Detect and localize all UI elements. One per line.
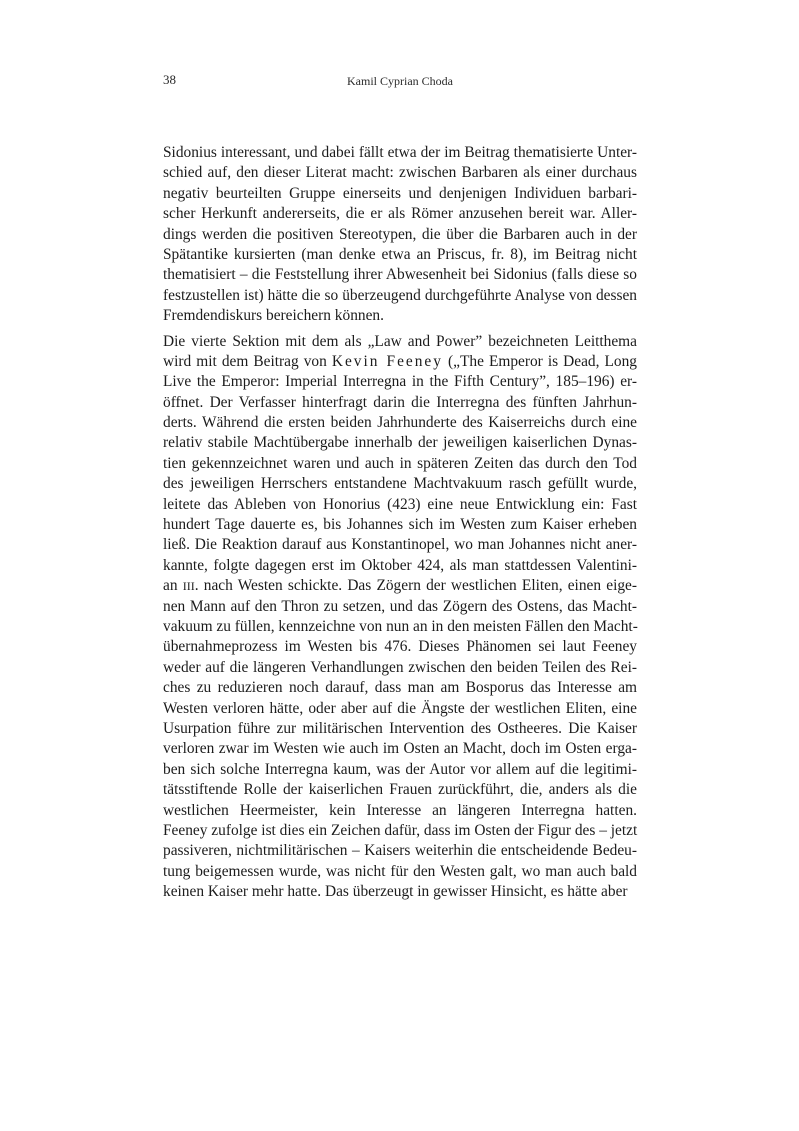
text-line: derts. Während die ersten beiden Jahrhunderte des Kaiserreichs durch eine	[163, 414, 637, 432]
text-line	[163, 352, 637, 372]
text-line: verloren zwar im Westen wie auch im Osten an Macht, doch im Osten erga-	[163, 740, 637, 758]
text-line: relativ stabile Machtübergabe innerhalb der jeweiligen kaiserlichen Dynas-	[163, 434, 637, 452]
text-segment: wird mit dem Beitrag von	[163, 352, 332, 370]
paragraph	[163, 332, 637, 903]
text-line	[163, 576, 637, 596]
text-line: festzustellen ist) hätte die so überzeugend durchgeführte Analyse von dessen	[163, 286, 637, 304]
paragraph	[163, 143, 637, 327]
text-line: passiveren, nichtmilitärischen – Kaisers weiterhin die entscheidende Bedeu-	[163, 842, 637, 860]
text-line: keinen Kaiser mehr hatte. Das überzeugt in gewisser Hinsicht, es hätte aber	[163, 883, 628, 901]
text-line: negativ beurteilten Gruppe einerseits und denjenigen Individuen barbari-	[163, 184, 637, 202]
text-line: Feeney zufolge ist dies ein Zeichen dafür, dass im Osten der Figur des – jetzt	[163, 821, 638, 839]
text-line: ben sich solche Interregna kaum, was der Autor vor allem auf die legitimi-	[163, 760, 637, 778]
text-line: thematisiert – die Feststellung ihrer Abwesenheit bei Sidonius (falls diese so	[163, 266, 637, 284]
text-line: Sidonius interessant, und dabei fällt etwa der im Beitrag thematisierte Unter-	[163, 144, 637, 161]
text-segment: an	[163, 577, 183, 595]
text-line: ches zu reduzieren noch darauf, dass man am Bosporus das Interesse am	[163, 679, 637, 697]
text-segment: („The Emperor is Dead, Long	[442, 352, 638, 370]
text-line: Usurpation führe zur militärischen Intervention des Ostheeres. Die Kaiser	[163, 719, 637, 737]
text-line: tung beigemessen wurde, was nicht für den Westen galt, wo man auch bald	[163, 862, 637, 880]
text-line: Die vierte Sektion mit dem als „Law and Power” bezeichneten Leitthema	[163, 332, 637, 350]
text-line: hundert Tage dauerte es, bis Johannes sich im Westen zum Kaiser erheben	[163, 516, 637, 534]
author-name-spaced: Kevin Feeney	[331, 352, 443, 370]
text-line: Westen verloren hätte, oder aber auf die Ängste der westlichen Eliten, eine	[163, 699, 637, 717]
text-line: dings werden die positiven Stereotypen, die über die Barbaren auch in der	[163, 225, 637, 243]
running-header	[163, 72, 637, 92]
text-line: kannte, folgte dagegen erst im Oktober 424, als man stattdessen Valentini-	[163, 556, 637, 574]
text-line: öffnet. Der Verfasser hinterfragt darin die Interregna des fünften Jahrhun-	[163, 393, 637, 411]
text-line: vakuum zu füllen, kennzeichne von nun an in den meisten Fällen den Macht-	[163, 617, 638, 635]
page-number: 38	[163, 72, 176, 87]
text-line: nen Mann auf den Thron zu setzen, und das Zögern des Ostens, das Macht-	[163, 597, 637, 615]
text-segment: . nach Westen schickte. Das Zögern der westlichen Eliten, einen eige-	[194, 577, 638, 595]
text-line: westlichen Heermeister, kein Interesse an längeren Interregna hatten.	[163, 801, 637, 819]
running-title: Kamil Cyprian Choda	[347, 74, 453, 88]
roman-numeral: III	[182, 579, 195, 594]
text-line: Live the Emperor: Imperial Interregna in the Fifth Century”, 185–196) er-	[163, 373, 637, 391]
text-line: ließ. Die Reaktion darauf aus Konstantinopel, wo man Johannes nicht aner-	[163, 536, 637, 554]
text-line: leitete das Ableben von Honorius (423) eine neue Entwicklung ein: Fast	[163, 495, 637, 513]
text-line: tien gekennzeichnet waren und auch in späteren Zeiten das durch den Tod	[163, 454, 637, 472]
text-line: schied auf, den dieser Literat macht: zwischen Barbaren als einer durchaus	[163, 164, 637, 182]
body-text	[163, 143, 637, 902]
text-line: Fremdendiskurs bereichern können.	[163, 307, 384, 325]
text-line: weder auf die längeren Verhandlungen zwischen den beiden Teilen des Rei-	[163, 658, 637, 676]
text-line: Spätantike kursierten (man denke etwa an Priscus, fr. 8), im Beitrag nicht	[163, 245, 637, 263]
text-line: scher Herkunft andererseits, die er als Römer anzusehen bereit war. Aller-	[163, 205, 637, 223]
text-line: übernahmeprozess im Westen bis 476. Dieses Phänomen sei laut Feeney	[163, 638, 637, 656]
text-line: tätsstiftende Rolle der kaiserlichen Frauen zurückführt, die, anders als die	[163, 781, 637, 799]
text-line: des jeweiligen Herrschers entstandene Machtvakuum rasch gefüllt wurde,	[163, 475, 637, 493]
